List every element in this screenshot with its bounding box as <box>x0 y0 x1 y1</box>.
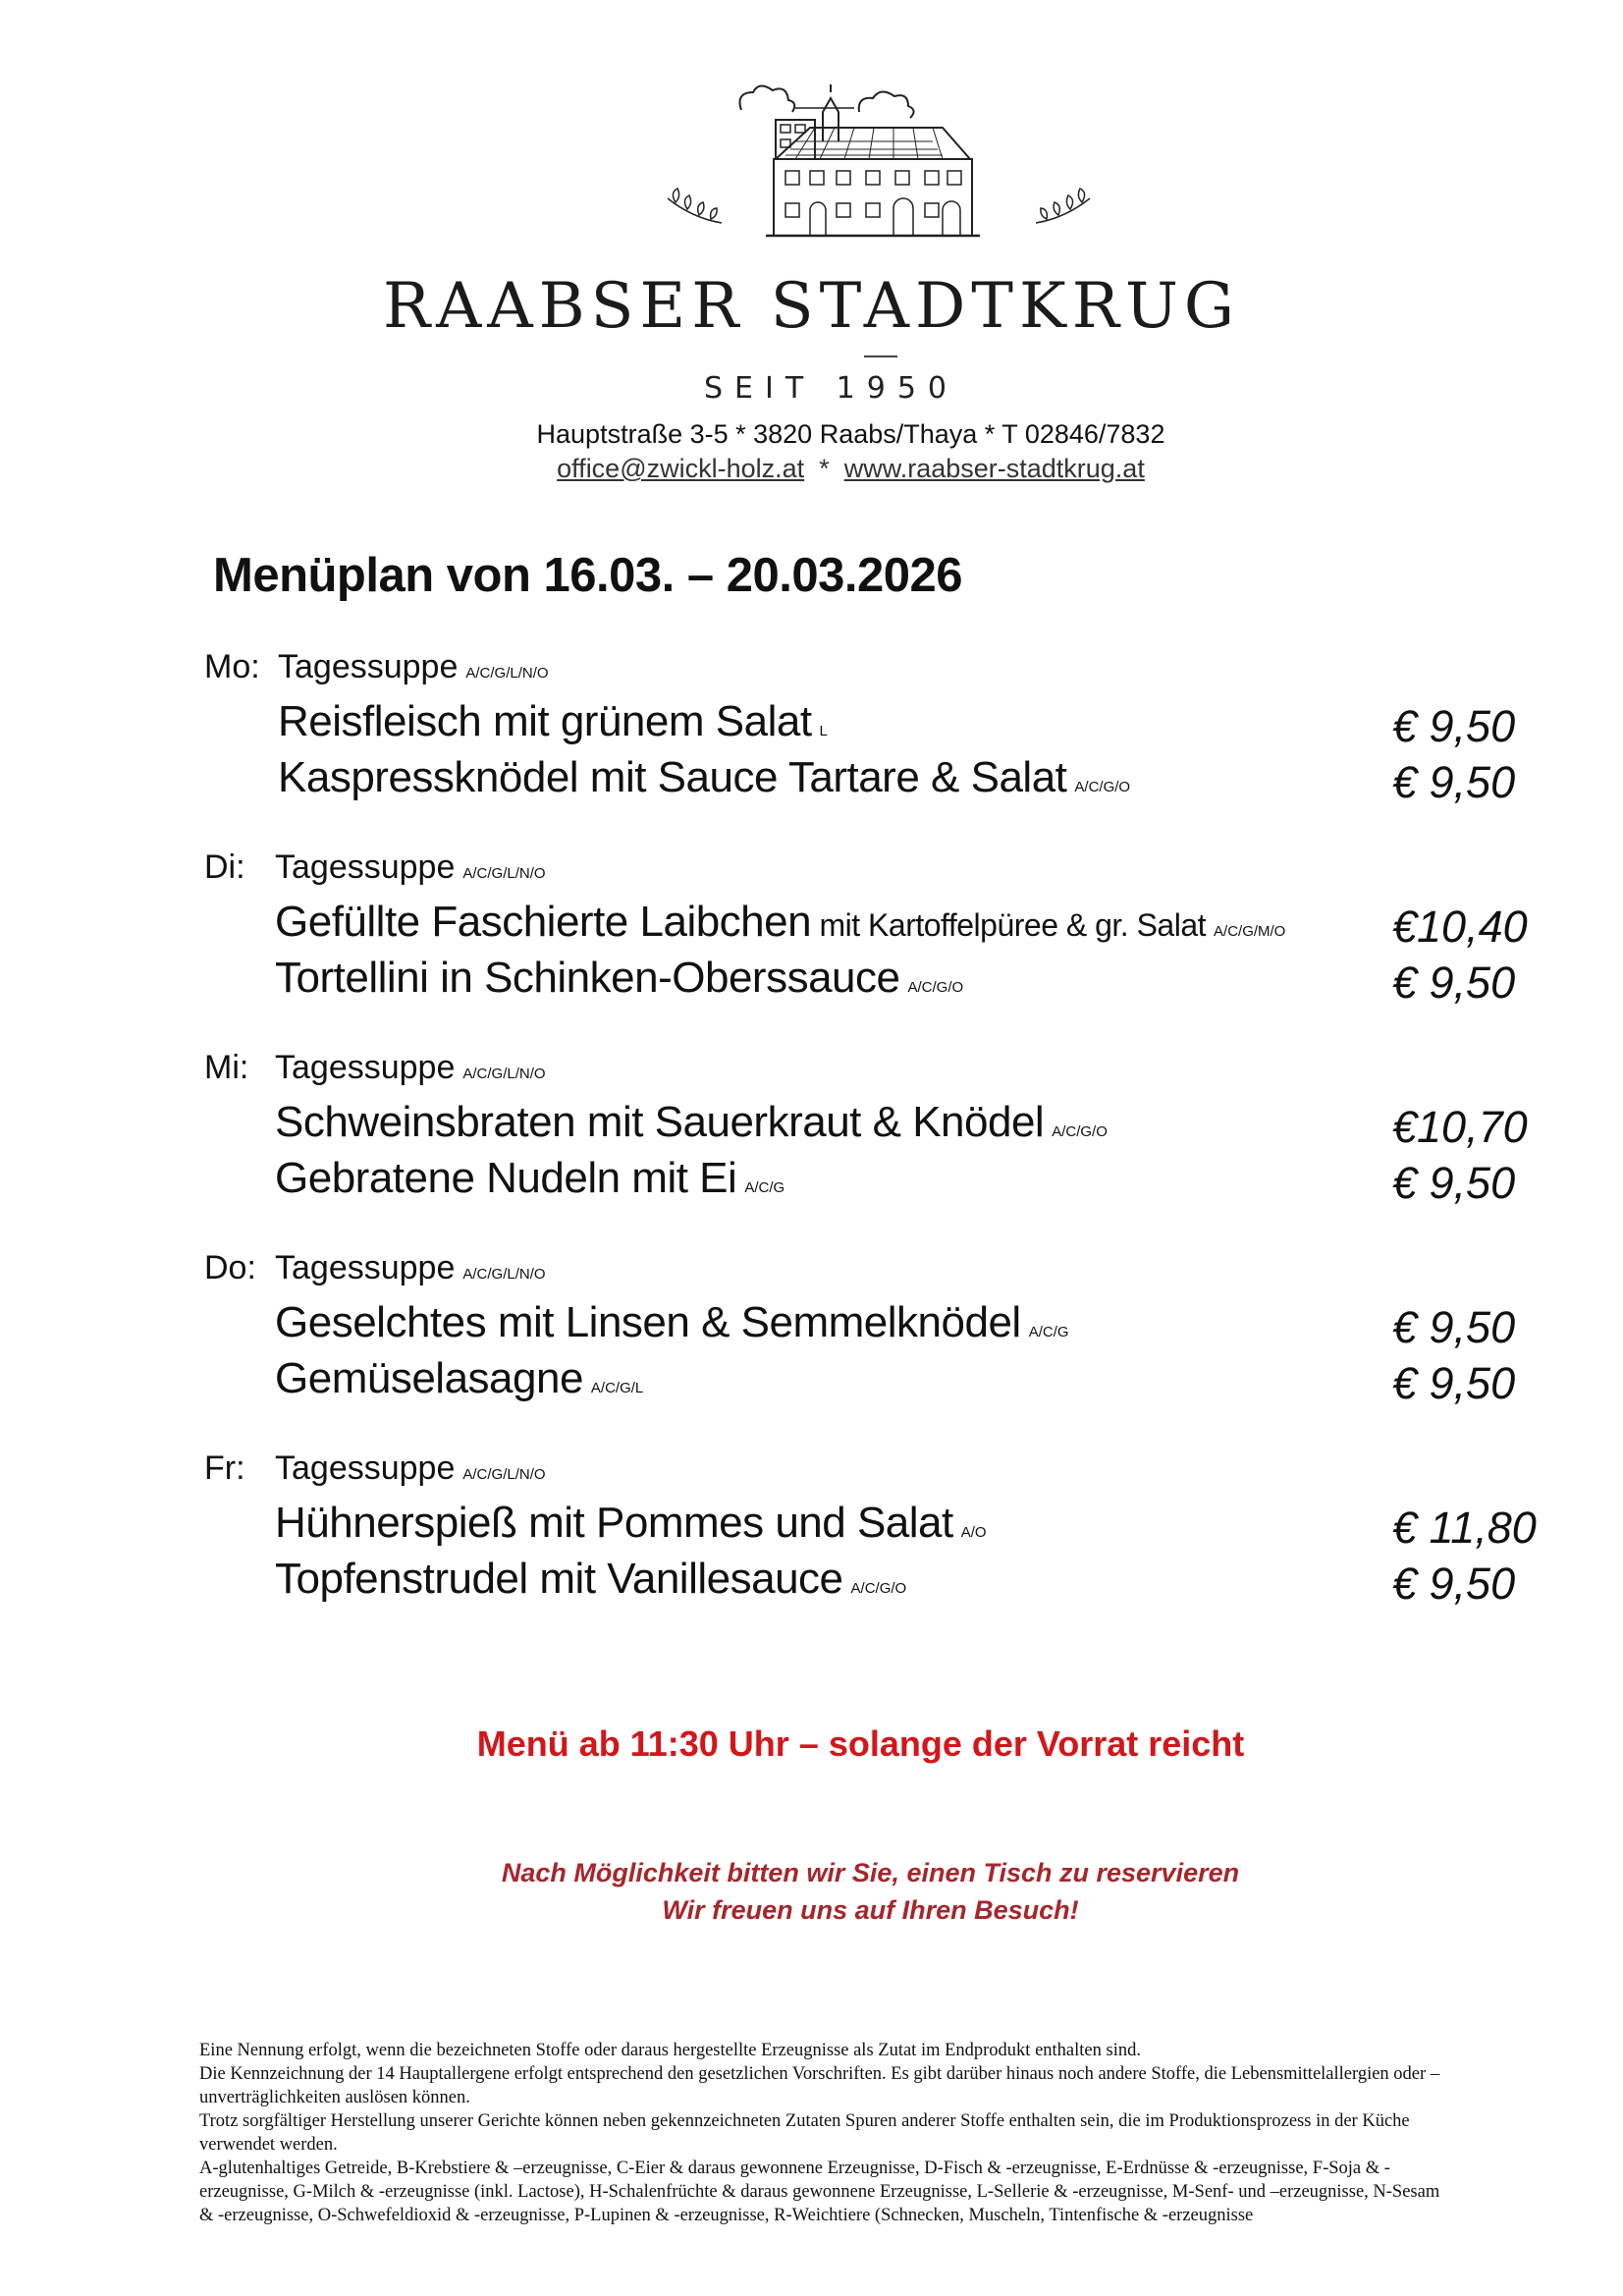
contact-separator: * <box>819 454 830 483</box>
dish-price: € 9,50 <box>1392 1558 1516 1609</box>
dish-item: Gemüselasagne A/C/G/L <box>275 1354 644 1402</box>
brand-divider <box>864 355 897 357</box>
footnote-paragraph: Eine Nennung erfolgt, wenn die bezeichneten Stoffe oder daraus hergestellte Erzeugnisse als Zutat im Endprodukt enthalten sind. <box>199 2041 1141 2060</box>
dish-price: € 9,50 <box>1392 701 1516 751</box>
allergen-codes: A/C/G <box>744 1179 785 1196</box>
laurel-branch-icon <box>668 189 722 223</box>
dish-price: € 9,50 <box>1392 957 1516 1008</box>
soup-item: Tagessuppe A/C/G/L/N/O <box>275 1449 546 1487</box>
allergen-codes: A/C/G/O <box>850 1580 907 1597</box>
allergen-codes: A/C/G/L <box>590 1380 644 1396</box>
allergen-codes: A/C/G/L/N/O <box>465 665 549 682</box>
allergen-codes: A/C/G/O <box>907 979 964 996</box>
day-block-thursday <box>204 1249 1520 1410</box>
page-title: Menüplan von 16.03. – 20.03.2026 <box>213 549 962 602</box>
dish-price: € 9,50 <box>1392 757 1516 807</box>
dish-price: € 9,50 <box>1392 1302 1516 1352</box>
welcome-line: Wir freuen uns auf Ihren Besuch! <box>662 1895 1079 1925</box>
dish-item: Gebratene Nudeln mit Ei A/C/G <box>275 1154 785 1202</box>
day-block-friday <box>204 1449 1537 1611</box>
allergen-legend: A-glutenhaltiges Getreide, B-Krebstiere & –erzeugnisse, C-Eier & daraus gewonnene Erzeugnisse, D-Fisch & -erzeugnisse, E-Erdnüsse & -erzeugnisse, F-Soja & -erzeugnisse, G-Milch & -erzeugnisse (inkl. Lactose), H-Schalenfrüchte & daraus gewonnene Erzeugnisse, L-Sellerie & -erzeugnisse, M-Senf- und –erzeugnisse, N-Sesam & -erzeugnisse, O-Schwefeldioxid & -erzeugnisse, P-Lupinen & -erzeugnisse, R-Weichtiere (Schnecken, Muscheln, Tintenfische & -erzeugnisse <box>199 2159 1440 2225</box>
contact-line <box>0 454 1623 484</box>
footnote-paragraph: Die Kennzeichnung der 14 Hauptallergene erfolgt entsprechend den gesetzlichen Vorschriften. Es gibt darüber hinaus noch andere Stoffe, die Lebensmittelallergien oder –unverträglichkeiten auslösen können. <box>199 2064 1440 2107</box>
reservation-note <box>0 1854 1623 1929</box>
stadtkrug-building-logo <box>648 81 1109 267</box>
allergen-codes: A/C/G/L/N/O <box>462 1466 546 1483</box>
dish-side: mit Kartoffelpüree & gr. Salat <box>811 907 1207 943</box>
allergen-footnote <box>199 2039 1456 2227</box>
soup-item: Tagessuppe A/C/G/L/N/O <box>275 848 546 886</box>
day-label: Di: <box>204 848 245 886</box>
dish-price: €10,40 <box>1392 902 1528 952</box>
dish-item: Kaspressknödel mit Sauce Tartare & Salat A/C/G/O <box>278 753 1131 801</box>
footnote-paragraph: Trotz sorgfältiger Herstellung unserer Gerichte können neben gekennzeichneten Zutaten Spuren anderer Stoffe enthalten sein, die im Produktionsprozess in der Küche verwendet werden. <box>199 2111 1410 2155</box>
dish-item: Topfenstrudel mit Vanillesauce A/C/G/O <box>275 1555 907 1603</box>
dish-item: Gefüllte Faschierte Laibchen mit Kartoffelpüree & gr. Salat A/C/G/M/O <box>275 898 1286 946</box>
soup-item: Tagessuppe A/C/G/L/N/O <box>278 648 549 685</box>
day-block-monday <box>204 648 1520 809</box>
allergen-codes: A/C/G/L/N/O <box>462 865 546 882</box>
allergen-codes: A/C/G/L/N/O <box>462 1066 546 1082</box>
allergen-codes: L <box>819 723 828 739</box>
allergen-codes: A/O <box>960 1524 987 1541</box>
dish-price: € 9,50 <box>1392 1358 1516 1408</box>
day-block-tuesday <box>204 848 1528 1010</box>
email-link[interactable]: office@zwickl-holz.at <box>557 454 805 483</box>
allergen-codes: A/C/G/O <box>1074 779 1131 795</box>
soup-item: Tagessuppe A/C/G/L/N/O <box>275 1249 546 1286</box>
allergen-codes: A/C/G/L/N/O <box>462 1266 546 1283</box>
serving-time-notice: Menü ab 11:30 Uhr – solange der Vorrat reicht <box>476 1723 1245 1764</box>
allergen-codes: A/C/G <box>1028 1324 1069 1340</box>
since-line: SEIT 1950 <box>703 371 959 406</box>
day-label: Fr: <box>204 1449 245 1487</box>
dish-price: €10,70 <box>1392 1102 1528 1152</box>
dish-item: Schweinsbraten mit Sauerkraut & Knödel A/C/G/O <box>275 1098 1108 1146</box>
website-link[interactable]: www.raabser-stadtkrug.at <box>843 454 1145 483</box>
laurel-branch-icon <box>1036 189 1090 223</box>
dish-price: € 11,80 <box>1392 1503 1537 1553</box>
day-label: Do: <box>204 1249 256 1286</box>
soup-item: Tagessuppe A/C/G/L/N/O <box>275 1049 546 1086</box>
dish-item: Tortellini in Schinken-Oberssauce A/C/G/O <box>275 954 964 1002</box>
day-label: Mo: <box>204 648 260 685</box>
allergen-codes: A/C/G/M/O <box>1214 923 1286 940</box>
dish-price: € 9,50 <box>1392 1158 1516 1208</box>
day-label: Mi: <box>204 1049 249 1086</box>
day-block-wednesday <box>204 1049 1528 1210</box>
dish-item: Reisfleisch mit grünem Salat L <box>278 697 828 745</box>
brand-name: RAABSER STADTKRUG <box>382 270 1241 343</box>
reservation-line: Nach Möglichkeit bitten wir Sie, einen Tisch zu reservieren <box>501 1858 1240 1887</box>
address-line: Hauptstraße 3-5 * 3820 Raabs/Thaya * T 02846/7832 <box>536 419 1165 449</box>
allergen-codes: A/C/G/O <box>1052 1123 1108 1140</box>
dish-item: Geselchtes mit Linsen & Semmelknödel A/C/G <box>275 1298 1069 1346</box>
dish-item: Hühnerspieß mit Pommes und Salat A/O <box>275 1499 987 1547</box>
